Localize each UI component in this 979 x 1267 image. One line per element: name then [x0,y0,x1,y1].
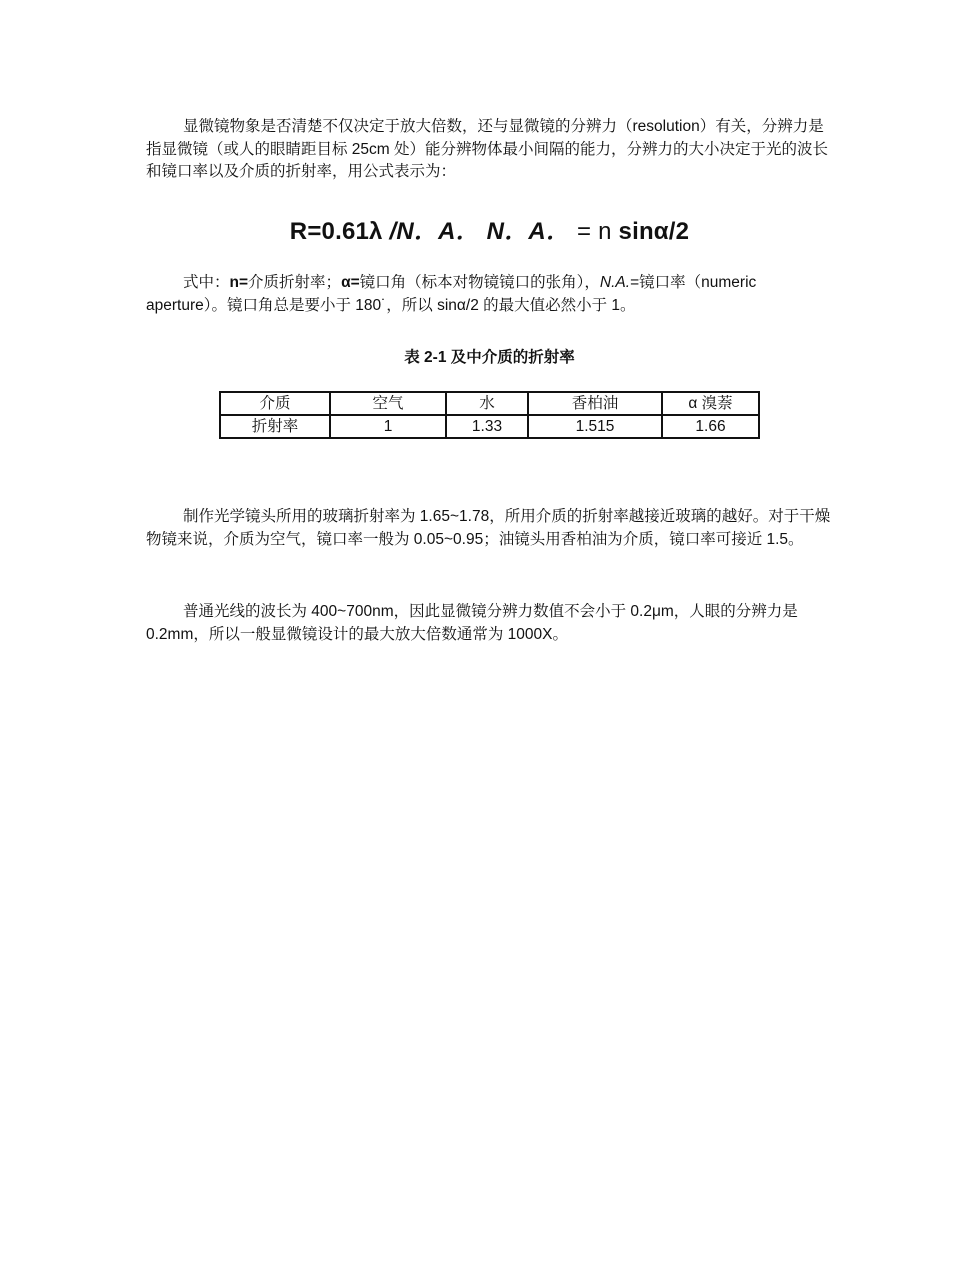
table-cell: 1.66 [662,415,759,438]
refractive-index-table [219,391,760,439]
table-cell: 1.33 [446,415,528,438]
table-row [220,415,759,438]
paragraph-formula-explanation [146,272,836,317]
table-cell: 1.515 [528,415,662,438]
alpha-desc: 镜口角（标本对物镜镜口的张角）， [359,274,600,291]
formula-part-sin: sinα/2 [618,218,690,245]
formula-part-eq: = n [570,218,619,245]
table-header-row [220,392,759,415]
formula-part-r: R=0.61λ [289,218,390,245]
table-cell: α 溴萘 [662,392,759,415]
table-caption: 表 2-1 及中介质的折射率 [404,349,575,366]
n-desc: 介质折射率； [248,274,342,291]
na-term: N.A. [599,274,631,291]
paragraph-glass-index: 制作光学镜头所用的玻璃折射率为 1.65~1.78，所用介质的折射率越接近玻璃的越好。对于干燥物镜来说，介质为空气，镜口率一般为 0.05~0.95；油镜头用香柏油为介质，镜口率可接近 1.5。 [146,508,831,548]
paragraph-resolution-intro: 显微镜物象是否清楚不仅决定于放大倍数，还与显微镜的分辨力（resolution）有关，分辨力是指显微镜（或人的眼睛距目标 25cm 处）能分辨物体最小间隔的能力，分辨力的大小决定于光的波长和镜口率以及介质的折射率，用公式表示为： [146,118,829,180]
formula-part-na: /N．A． N．A． [389,218,571,245]
resolution-formula [0,211,979,246]
explanation-prefix: 式中： [183,274,230,291]
paragraph-wavelength: 普通光线的波长为 400~700nm，因此显微镜分辨力数值不会小于 0.2μm，人眼的分辨力是 0.2mm，所以一般显微镜设计的最大放大倍数通常为 1000X。 [146,603,798,643]
na-desc: =镜口率（numeric aperture）。镜口角总是要小于 180˙，所以 sinα/2 的最大值必然小于 1。 [146,274,757,314]
table-cell: 空气 [330,392,446,415]
table-cell: 水 [446,392,528,415]
n-term: n= [229,274,249,291]
table-cell: 折射率 [220,415,330,438]
alpha-term: α= [341,274,360,291]
table-cell: 香柏油 [528,392,662,415]
table-cell: 1 [330,415,446,438]
table-cell: 介质 [220,392,330,415]
